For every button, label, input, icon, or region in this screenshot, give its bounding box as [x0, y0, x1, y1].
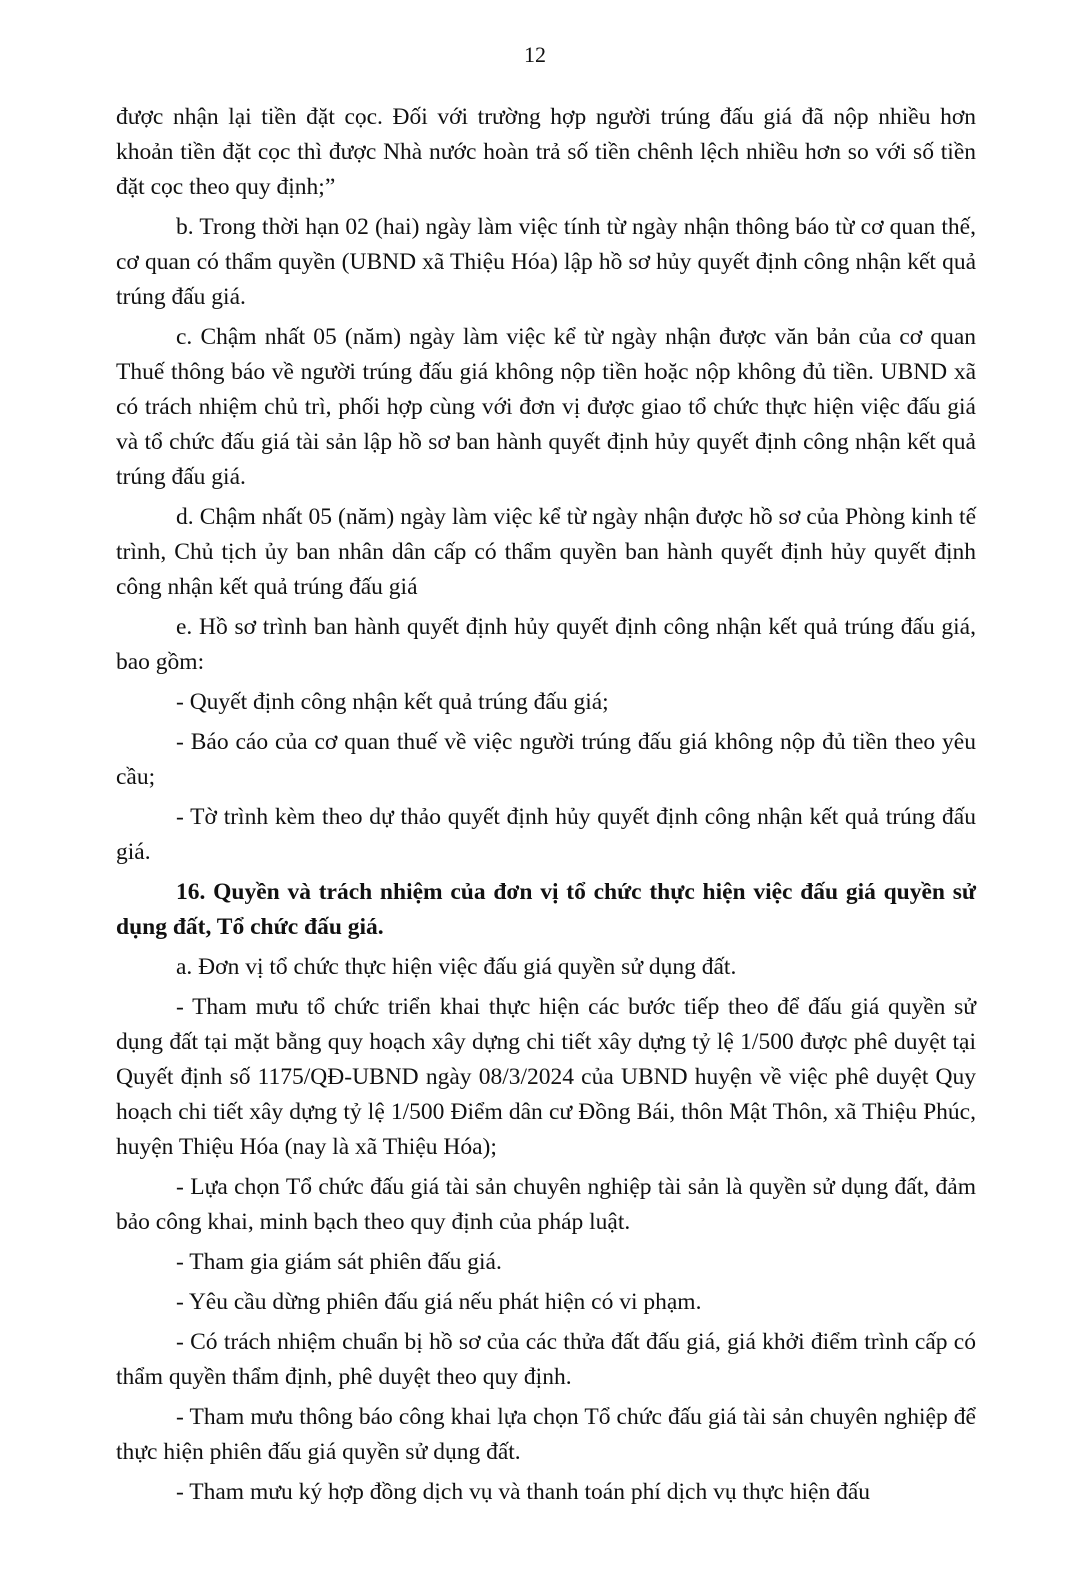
bullet-item: - Tờ trình kèm theo dự thảo quyết định hủy quyết định công nhận kết quả trúng đấu giá. [116, 804, 976, 865]
bullet-item: - Yêu cầu dừng phiên đấu giá nếu phát hiện có vi phạm. [176, 1289, 702, 1315]
paragraph-continuation: được nhận lại tiền đặt cọc. Đối với trường hợp người trúng đấu giá đã nộp nhiều hơn khoản tiền đặt cọc thì được Nhà nước hoàn trả số tiền chênh lệch nhiều hơn so với số tiền đặt cọc theo quy định;” [116, 104, 976, 200]
bullet-item: - Có trách nhiệm chuẩn bị hồ sơ của các thửa đất đấu giá, giá khởi điểm trình cấp có thẩm quyền thẩm định, phê duyệt theo quy định. [116, 1329, 976, 1390]
document-body [116, 100, 976, 1510]
paragraph-item-b: b. Trong thời hạn 02 (hai) ngày làm việc tính từ ngày nhận thông báo từ cơ quan thế, cơ quan có thẩm quyền (UBND xã Thiệu Hóa) lập hồ sơ hủy quyết định công nhận kết quả trúng đấu giá. [116, 214, 976, 310]
paragraph-item-a: a. Đơn vị tổ chức thực hiện việc đấu giá quyền sử dụng đất. [176, 954, 737, 980]
section-heading-16: 16. Quyền và trách nhiệm của đơn vị tổ chức thực hiện việc đấu giá quyền sử dụng đất, Tổ chức đấu giá. [116, 879, 976, 940]
page-number: 12 [524, 42, 546, 67]
bullet-item: - Lựa chọn Tổ chức đấu giá tài sản chuyên nghiệp tài sản là quyền sử dụng đất, đảm bảo công khai, minh bạch theo quy định của pháp luật. [116, 1174, 976, 1235]
bullet-item: - Tham mưu thông báo công khai lựa chọn Tổ chức đấu giá tài sản chuyên nghiệp để thực hiện phiên đấu giá quyền sử dụng đất. [116, 1404, 976, 1465]
bullet-item: - Tham mưu tổ chức triển khai thực hiện các bước tiếp theo để đấu giá quyền sử dụng đất tại mặt bằng quy hoạch xây dựng chi tiết xây dựng tỷ lệ 1/500 được phê duyệt tại Quyết định số 1175/QĐ-UBND ngày 08/3/2024 của UBND huyện về việc phê duyệt Quy hoạch chi tiết xây dựng tỷ lệ 1/500 Điểm dân cư Đồng Bái, thôn Mật Thôn, xã Thiệu Phúc, huyện Thiệu Hóa (nay là xã Thiệu Hóa); [116, 994, 976, 1160]
bullet-item: - Tham gia giám sát phiên đấu giá. [176, 1249, 502, 1275]
paragraph-item-e: e. Hồ sơ trình ban hành quyết định hủy quyết định công nhận kết quả trúng đấu giá, bao gồm: [116, 614, 976, 675]
bullet-item: - Quyết định công nhận kết quả trúng đấu giá; [176, 689, 609, 715]
paragraph-item-d: d. Chậm nhất 05 (năm) ngày làm việc kể từ ngày nhận được hồ sơ của Phòng kinh tế trình, Chủ tịch ủy ban nhân dân cấp có thẩm quyền ban hành quyết định hủy quyết định công nhận kết quả trúng đấu giá [116, 504, 976, 600]
paragraph-item-c: c. Chậm nhất 05 (năm) ngày làm việc kể từ ngày nhận được văn bản của cơ quan Thuế thông báo về người trúng đấu giá không nộp tiền hoặc nộp không đủ tiền. UBND xã có trách nhiệm chủ trì, phối hợp cùng với đơn vị được giao tổ chức thực hiện việc đấu giá và tổ chức đấu giá tài sản lập hồ sơ ban hành quyết định hủy quyết định công nhận kết quả trúng đấu giá. [116, 324, 976, 490]
bullet-item: - Tham mưu ký hợp đồng dịch vụ và thanh toán phí dịch vụ thực hiện đấu [176, 1479, 871, 1505]
bullet-item: - Báo cáo của cơ quan thuế về việc người trúng đấu giá không nộp đủ tiền theo yêu cầu; [116, 729, 976, 790]
